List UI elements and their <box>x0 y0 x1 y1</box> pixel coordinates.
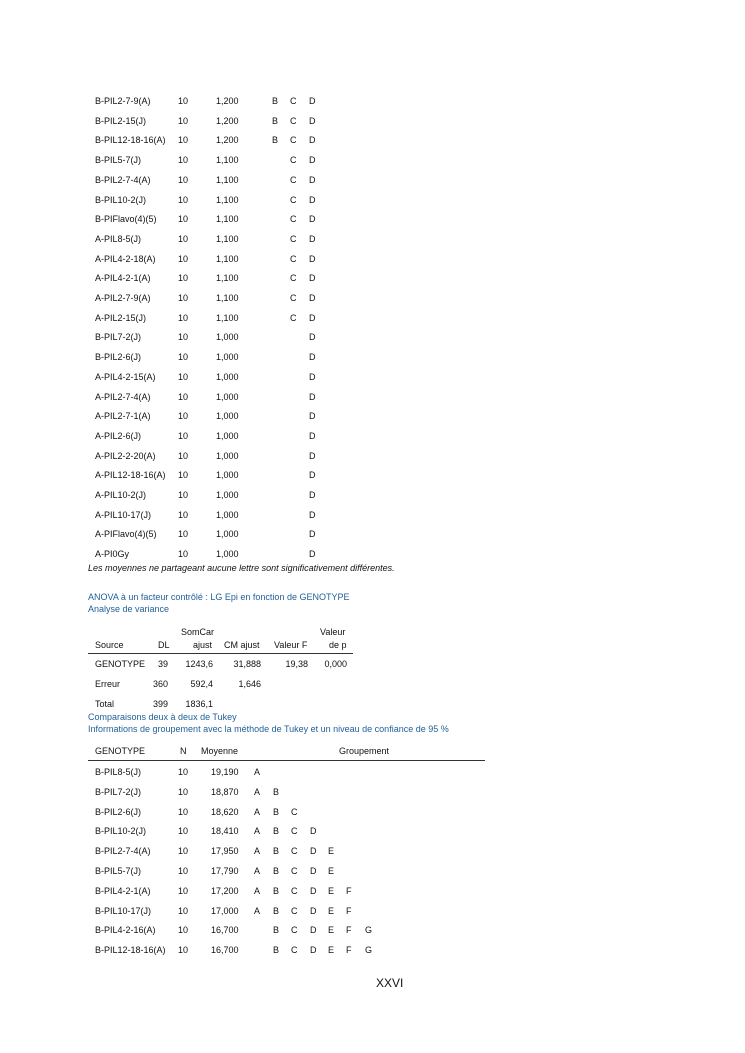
genotype-cell: B-PIFlavo(4)(5) <box>95 214 157 225</box>
group-letter: D <box>309 371 316 382</box>
table-row <box>0 470 500 484</box>
genotype-cell: A-PIL2-15(J) <box>95 312 147 323</box>
genotype-cell: A-PIL4-2-18(A) <box>95 253 156 264</box>
table-row <box>0 846 500 860</box>
group-letter: D <box>310 866 317 876</box>
table-row <box>0 254 500 268</box>
table-row <box>0 175 500 189</box>
genotype-cell: B-PIL4-2-16(A) <box>95 925 156 936</box>
anova-dl-cell: 360 <box>152 679 168 689</box>
tukey-header-moyenne: Moyenne <box>201 746 239 756</box>
genotype-cell: B-PIL12-18-16(A) <box>95 945 166 956</box>
genotype-cell: B-PIL2-6(J) <box>95 806 142 817</box>
anova-header-somcar: SomCar <box>181 627 215 637</box>
group-letter: B <box>273 786 280 797</box>
n-cell: 10 <box>178 786 189 797</box>
mean-cell: 1,000 <box>216 411 239 422</box>
mean-cell: 1,000 <box>216 490 239 500</box>
group-letter: A <box>254 806 261 817</box>
group-letter: D <box>309 233 316 244</box>
group-letter: B <box>272 115 279 126</box>
n-cell: 10 <box>178 846 189 857</box>
group-letter: E <box>328 945 335 956</box>
mean-cell: 1,200 <box>216 135 239 146</box>
group-letter: B <box>273 925 280 936</box>
tukey-header-n: N <box>180 746 187 756</box>
group-letter: D <box>310 885 317 896</box>
n-cell: 10 <box>178 529 189 540</box>
group-letter: D <box>310 925 317 936</box>
anova-header-f: Valeur F <box>274 640 308 650</box>
anova-f-cell: 19,38 <box>285 659 308 669</box>
n-cell: 10 <box>178 490 189 500</box>
group-letter: C <box>291 945 298 956</box>
anova-p-cell: 0,000 <box>324 659 347 669</box>
genotype-cell: B-PIL12-18-16(A) <box>95 135 166 146</box>
genotype-cell: B-PIL10-2(J) <box>95 826 147 837</box>
group-letter: C <box>291 866 298 876</box>
group-letter: D <box>309 450 316 461</box>
anova-header-pvalue: Valeur <box>320 627 346 637</box>
n-cell: 10 <box>178 885 189 896</box>
anova-cm-cell: 1,646 <box>238 679 261 689</box>
group-letter: A <box>254 767 261 777</box>
table-row <box>0 431 500 445</box>
genotype-cell: B-PIL2-7-4(A) <box>95 846 151 857</box>
table-row <box>0 510 500 524</box>
mean-cell: 1,000 <box>216 332 239 343</box>
group-letter: B <box>273 866 280 876</box>
genotype-cell: A-PIL10-17(J) <box>95 509 152 520</box>
table-row <box>0 234 500 248</box>
genotype-cell: B-PIL7-2(J) <box>95 786 142 797</box>
table-row <box>0 273 500 287</box>
n-cell: 10 <box>178 194 189 205</box>
mean-cell: 18,620 <box>211 806 239 817</box>
group-letter: D <box>309 391 316 402</box>
group-letter: C <box>291 905 298 916</box>
table-row <box>0 293 500 307</box>
group-letter: B <box>272 96 279 106</box>
table-row <box>0 659 500 673</box>
mean-cell: 19,190 <box>211 767 239 777</box>
n-cell: 10 <box>178 767 189 777</box>
group-letter: D <box>309 155 316 166</box>
genotype-cell: B-PIL4-2-1(A) <box>95 885 151 896</box>
table-row <box>0 886 500 900</box>
genotype-cell: A-PIL4-2-1(A) <box>95 273 151 284</box>
mean-cell: 1,000 <box>216 529 239 540</box>
anova-sc-cell: 1836,1 <box>185 699 213 709</box>
mean-cell: 1,000 <box>216 430 239 441</box>
mean-cell: 1,100 <box>216 155 239 166</box>
group-letter: D <box>310 905 317 916</box>
n-cell: 10 <box>178 96 189 106</box>
group-letter: D <box>309 293 316 303</box>
group-letter: E <box>328 885 335 896</box>
n-cell: 10 <box>178 866 189 876</box>
group-letter: D <box>309 490 316 500</box>
genotype-cell: A-PIL10-2(J) <box>95 490 147 500</box>
group-letter: D <box>309 430 316 441</box>
genotype-cell: B-PIL2-6(J) <box>95 352 142 363</box>
group-letter: D <box>309 96 316 106</box>
group-letter: D <box>309 253 316 264</box>
group-letter: C <box>290 115 297 126</box>
mean-cell: 17,000 <box>211 905 239 916</box>
anova-subtitle: Analyse de variance <box>88 604 170 614</box>
mean-cell: 1,100 <box>216 312 239 323</box>
anova-sc-cell: 1243,6 <box>185 659 213 669</box>
mean-cell: 17,950 <box>211 846 239 857</box>
n-cell: 10 <box>178 549 189 560</box>
n-cell: 10 <box>178 332 189 343</box>
mean-cell: 1,100 <box>216 273 239 284</box>
page-number: XXVI <box>376 976 404 990</box>
genotype-cell: A-PIFlavo(4)(5) <box>95 529 157 540</box>
group-letter: D <box>309 470 316 481</box>
n-cell: 10 <box>178 806 189 817</box>
mean-cell: 17,200 <box>211 885 239 896</box>
group-letter: D <box>309 273 316 284</box>
tukey-title: Comparaisons deux à deux de Tukey <box>88 712 237 722</box>
table-row <box>0 549 500 563</box>
group-letter: B <box>273 806 280 817</box>
genotype-cell: B-PIL5-7(J) <box>95 866 142 876</box>
group-letter: D <box>309 115 316 126</box>
group-letter: C <box>291 885 298 896</box>
group-letter: F <box>346 925 352 936</box>
grouping-note: Les moyennes ne partageant aucune lettre sont significativement différentes. <box>88 563 395 573</box>
group-letter: E <box>328 925 335 936</box>
anova-dl-cell: 39 <box>157 659 168 669</box>
table-row <box>0 313 500 327</box>
group-letter: C <box>290 155 297 166</box>
group-letter: C <box>291 925 298 936</box>
anova-source-cell: Total <box>95 699 115 709</box>
table-row <box>0 866 500 880</box>
group-letter: C <box>290 253 297 264</box>
group-letter: D <box>309 174 316 185</box>
group-letter: B <box>273 885 280 896</box>
tukey-subtitle: Informations de groupement avec la méthode de Tukey et un niveau de confiance de 95 % <box>88 724 449 734</box>
group-letter: C <box>291 846 298 857</box>
mean-cell: 1,200 <box>216 115 239 126</box>
group-letter: D <box>310 826 317 837</box>
group-letter: D <box>309 352 316 363</box>
genotype-cell: A-PIL2-7-1(A) <box>95 411 151 422</box>
group-letter: G <box>365 945 373 956</box>
table-row <box>0 372 500 386</box>
mean-cell: 16,700 <box>211 925 239 936</box>
n-cell: 10 <box>178 253 189 264</box>
mean-cell: 1,100 <box>216 293 239 303</box>
anova-header-somcar-2: ajust <box>193 640 213 650</box>
group-letter: D <box>309 509 316 520</box>
table-row <box>0 906 500 920</box>
genotype-cell: B-PIL8-5(J) <box>95 767 142 777</box>
table-row <box>0 925 500 939</box>
table-row <box>0 352 500 366</box>
mean-cell: 17,790 <box>211 866 239 876</box>
n-cell: 10 <box>178 905 189 916</box>
group-letter: F <box>346 885 352 896</box>
group-letter: C <box>290 174 297 185</box>
mean-cell: 1,200 <box>216 96 239 106</box>
group-letter: F <box>346 905 352 916</box>
mean-cell: 16,700 <box>211 945 239 956</box>
genotype-cell: B-PIL2-15(J) <box>95 115 147 126</box>
mean-cell: 1,000 <box>216 371 239 382</box>
anova-header-dl: DL <box>158 640 170 650</box>
table-row <box>0 451 500 465</box>
group-letter: C <box>290 135 297 146</box>
anova-header-pvalue-2: de p <box>329 640 347 650</box>
table-row <box>0 332 500 346</box>
table-row <box>0 826 500 840</box>
group-letter: C <box>291 806 298 817</box>
anova-cm-cell: 31,888 <box>233 659 261 669</box>
n-cell: 10 <box>178 115 189 126</box>
n-cell: 10 <box>178 135 189 146</box>
group-letter: A <box>254 786 261 797</box>
n-cell: 10 <box>178 214 189 225</box>
genotype-cell: A-PIL12-18-16(A) <box>95 470 166 481</box>
mean-cell: 1,100 <box>216 194 239 205</box>
n-cell: 10 <box>178 174 189 185</box>
mean-cell: 1,100 <box>216 174 239 185</box>
genotype-cell: B-PIL2-7-9(A) <box>95 96 151 106</box>
anova-title: ANOVA à un facteur contrôlé : LG Epi en fonction de GENOTYPE <box>88 592 350 602</box>
group-letter: F <box>346 945 352 956</box>
table-row <box>0 679 500 693</box>
group-letter: C <box>290 194 297 205</box>
group-letter: E <box>328 846 335 857</box>
group-letter: D <box>309 549 316 560</box>
mean-cell: 1,100 <box>216 214 239 225</box>
table-row <box>0 116 500 130</box>
group-letter: D <box>310 846 317 857</box>
genotype-cell: A-PIL2-2-20(A) <box>95 450 156 461</box>
group-letter: B <box>273 846 280 857</box>
group-letter: D <box>309 214 316 225</box>
group-letter: E <box>328 905 335 916</box>
n-cell: 10 <box>178 411 189 422</box>
group-letter: B <box>273 826 280 837</box>
n-cell: 10 <box>178 391 189 402</box>
group-letter: C <box>290 96 297 106</box>
table-row <box>0 490 500 504</box>
mean-cell: 1,000 <box>216 450 239 461</box>
n-cell: 10 <box>178 945 189 956</box>
table-row <box>0 411 500 425</box>
genotype-cell: A-PIL8-5(J) <box>95 233 142 244</box>
group-letter: D <box>309 312 316 323</box>
genotype-cell: A-PIL2-7-4(A) <box>95 391 151 402</box>
mean-cell: 1,100 <box>216 253 239 264</box>
group-letter: E <box>328 866 335 876</box>
anova-header-cm: CM ajust <box>224 640 260 650</box>
table-row <box>0 529 500 543</box>
genotype-cell: A-PIL4-2-15(A) <box>95 371 156 382</box>
n-cell: 10 <box>178 371 189 382</box>
genotype-cell: A-PIL2-7-9(A) <box>95 293 151 303</box>
n-cell: 10 <box>178 509 189 520</box>
group-letter: A <box>254 885 261 896</box>
n-cell: 10 <box>178 233 189 244</box>
n-cell: 10 <box>178 293 189 303</box>
tukey-header-groupement: Groupement <box>339 746 390 756</box>
mean-cell: 1,000 <box>216 470 239 481</box>
table-row <box>0 195 500 209</box>
group-letter: D <box>309 411 316 422</box>
group-letter: A <box>254 826 261 837</box>
tukey-header-genotype: GENOTYPE <box>95 746 146 756</box>
table-row <box>0 214 500 228</box>
n-cell: 10 <box>178 430 189 441</box>
table-row <box>0 767 500 781</box>
group-letter: C <box>290 233 297 244</box>
anova-sc-cell: 592,4 <box>190 679 213 689</box>
genotype-cell: A-PI0Gy <box>95 549 130 560</box>
group-letter: D <box>310 945 317 956</box>
mean-cell: 18,410 <box>211 826 239 837</box>
n-cell: 10 <box>178 470 189 481</box>
table-row <box>0 392 500 406</box>
genotype-cell: B-PIL7-2(J) <box>95 332 142 343</box>
n-cell: 10 <box>178 352 189 363</box>
table-row <box>0 945 500 959</box>
mean-cell: 18,870 <box>211 786 239 797</box>
genotype-cell: A-PIL2-6(J) <box>95 430 142 441</box>
group-letter: C <box>291 826 298 837</box>
anova-dl-cell: 399 <box>152 699 168 709</box>
genotype-cell: B-PIL10-17(J) <box>95 905 152 916</box>
n-cell: 10 <box>178 925 189 936</box>
group-letter: D <box>309 332 316 343</box>
group-letter: G <box>365 925 373 936</box>
table-row <box>0 135 500 149</box>
group-letter: B <box>273 945 280 956</box>
table-row <box>0 807 500 821</box>
genotype-cell: B-PIL5-7(J) <box>95 155 142 166</box>
table-row <box>0 155 500 169</box>
table-row <box>0 787 500 801</box>
mean-cell: 1,000 <box>216 391 239 402</box>
n-cell: 10 <box>178 312 189 323</box>
group-letter: C <box>290 214 297 225</box>
table-row <box>0 96 500 110</box>
anova-source-cell: GENOTYPE <box>95 659 146 669</box>
n-cell: 10 <box>178 826 189 837</box>
genotype-cell: B-PIL2-7-4(A) <box>95 174 151 185</box>
n-cell: 10 <box>178 450 189 461</box>
group-letter: C <box>290 293 297 303</box>
n-cell: 10 <box>178 273 189 284</box>
mean-cell: 1,000 <box>216 352 239 363</box>
anova-header-source: Source <box>95 640 124 650</box>
group-letter: C <box>290 273 297 284</box>
n-cell: 10 <box>178 155 189 166</box>
group-letter: D <box>309 135 316 146</box>
group-letter: B <box>272 135 279 146</box>
tukey-header-rule <box>88 760 485 761</box>
mean-cell: 1,100 <box>216 233 239 244</box>
anova-source-cell: Erreur <box>95 679 121 689</box>
group-letter: A <box>254 846 261 857</box>
group-letter: A <box>254 905 261 916</box>
group-letter: D <box>309 194 316 205</box>
anova-header-rule <box>88 653 353 654</box>
group-letter: C <box>290 312 297 323</box>
mean-cell: 1,000 <box>216 509 239 520</box>
group-letter: B <box>273 905 280 916</box>
genotype-cell: B-PIL10-2(J) <box>95 194 147 205</box>
group-letter: D <box>309 529 316 540</box>
mean-cell: 1,000 <box>216 549 239 560</box>
group-letter: A <box>254 866 261 876</box>
table-row <box>0 699 500 713</box>
